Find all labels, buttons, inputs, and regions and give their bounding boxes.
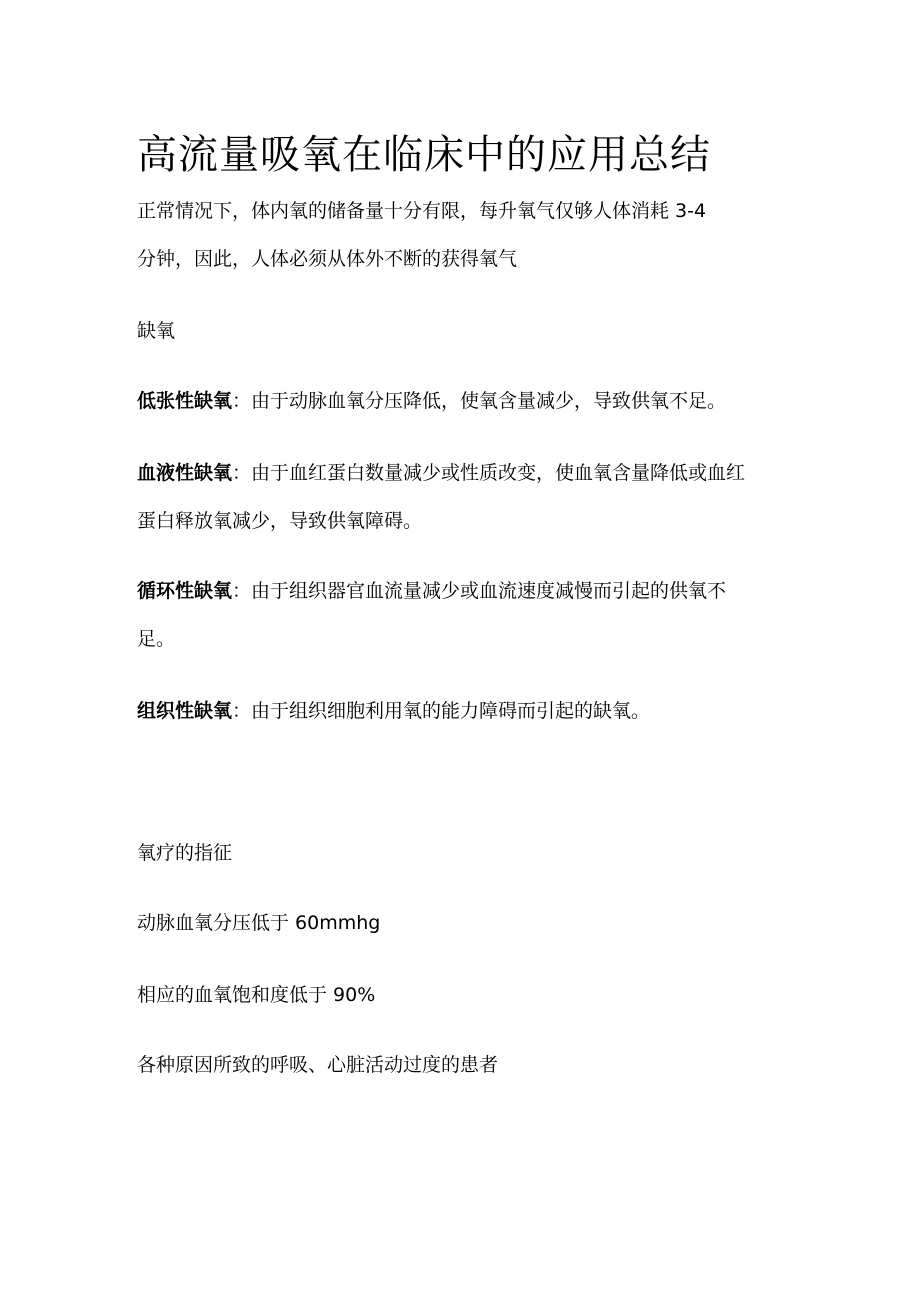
hypoxia-heading: 缺氧 <box>137 320 176 342</box>
hypoxia-description: ：由于血红蛋白数量减少或性质改变，使血氧含量降低或血红 <box>232 462 746 484</box>
hypoxia-description-continued: 蛋白释放氧减少，导致供氧障碍。 <box>137 510 423 532</box>
hypoxia-type-hemic <box>137 460 745 486</box>
hypoxia-term: 血液性缺氧 <box>137 462 233 484</box>
indication-item: 相应的血氧饱和度低于 90% <box>137 984 376 1006</box>
intro-line-1: 正常情况下，体内氧的储备量十分有限，每升氧气仅够人体消耗 3-4 <box>137 200 707 222</box>
indications-heading: 氧疗的指征 <box>137 842 233 864</box>
hypoxia-type-hypotonic <box>137 388 726 414</box>
document-title: 高流量吸氧在临床中的应用总结 <box>137 132 711 178</box>
hypoxia-description: ：由于组织细胞利用氧的能力障碍而引起的缺氧。 <box>232 700 651 722</box>
hypoxia-description: ：由于动脉血氧分压降低，使氧含量减少，导致供氧不足。 <box>232 390 727 412</box>
hypoxia-term: 循环性缺氧 <box>137 580 233 602</box>
hypoxia-description: ：由于组织器官血流量减少或血流速度减慢而引起的供氧不 <box>232 580 727 602</box>
intro-line-2: 分钟，因此，人体必须从体外不断的获得氧气 <box>137 248 518 270</box>
hypoxia-type-histotoxic <box>137 698 650 724</box>
hypoxia-term: 组织性缺氧 <box>137 700 233 722</box>
indication-item: 动脉血氧分压低于 60mmhg <box>137 912 381 934</box>
hypoxia-type-circulatory <box>137 578 726 604</box>
hypoxia-description-continued: 足。 <box>137 628 176 650</box>
hypoxia-term: 低张性缺氧 <box>137 390 233 412</box>
indication-item: 各种原因所致的呼吸、心脏活动过度的患者 <box>137 1054 499 1076</box>
